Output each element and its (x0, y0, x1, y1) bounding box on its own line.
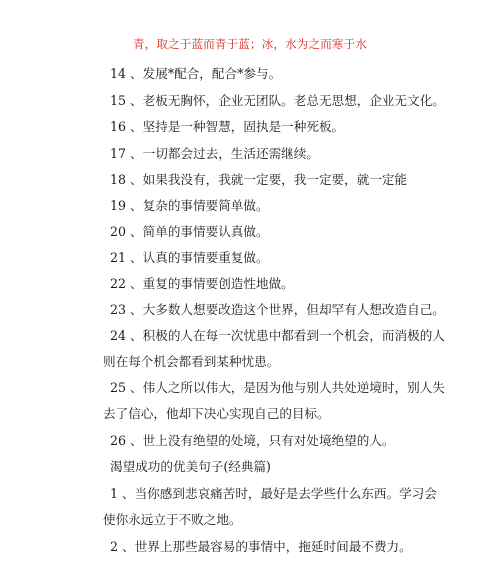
item-separator: 、 (130, 146, 143, 161)
list-item-14 (110, 66, 281, 82)
item-number: 1 (110, 486, 119, 501)
item-number: 18 (110, 172, 127, 187)
list-item-25 (110, 380, 445, 396)
item-separator: 、 (130, 198, 143, 213)
item-separator: 、 (130, 250, 143, 265)
item-text: 重复的事情要创造性地做。 (142, 276, 294, 291)
item-text: 发展*配合，配合*参与。 (142, 66, 282, 81)
item-number: 22 (110, 276, 127, 291)
list-item-26 (110, 433, 395, 449)
item-text: 坚持是一种智慧，固执是一种死板。 (142, 119, 345, 134)
item-text: 伟人之所以伟大，是因为他与别人共处逆境时，别人失 (142, 380, 445, 395)
item-text: 简单的事情要认真做。 (142, 224, 269, 239)
item-number: 21 (110, 250, 127, 265)
item-separator: 、 (130, 66, 143, 81)
item-number: 26 (110, 433, 127, 448)
section-item-1-continuation: 使你永远立于不败之地。 (103, 512, 242, 527)
item-text: 世界上那些最容易的事情中，拖延时间最不费力。 (134, 539, 412, 554)
item-text: 老板无胸怀，企业无团队。老总无思想，企业无文化。 (142, 93, 445, 108)
item-separator: 、 (130, 328, 143, 343)
item-separator: 、 (130, 119, 143, 134)
item-text: 世上没有绝望的处境，只有对处境绝望的人。 (142, 433, 395, 448)
item-separator: 、 (130, 172, 143, 187)
item-text: 复杂的事情要简单做。 (142, 198, 269, 213)
page-header: 青，取之于蓝而青于蓝；冰，水为之而寒于水 (133, 37, 367, 51)
list-item-15 (110, 93, 445, 109)
item-number: 19 (110, 198, 127, 213)
item-number: 25 (110, 380, 127, 395)
item-number: 23 (110, 302, 127, 317)
item-separator: 、 (122, 486, 135, 501)
item-separator: 、 (130, 93, 143, 108)
list-item-24 (110, 328, 445, 344)
list-item-19 (110, 198, 269, 214)
list-item-24-continuation: 则在每个机会都看到某种忧患。 (103, 354, 280, 369)
item-number: 15 (110, 93, 127, 108)
list-item-23 (110, 302, 445, 318)
item-text: 一切都会过去，生活还需继续。 (142, 146, 319, 161)
item-number: 20 (110, 224, 127, 239)
item-separator: 、 (130, 224, 143, 239)
section-item-2 (110, 539, 412, 555)
list-item-16 (110, 119, 344, 135)
item-number: 24 (110, 328, 127, 343)
item-text: 如果我没有，我就一定要，我一定要，就一定能 (142, 172, 408, 187)
item-separator: 、 (122, 539, 135, 554)
item-text: 当你感到悲哀痛苦时，最好是去学些什么东西。学习会 (134, 486, 437, 501)
item-separator: 、 (130, 433, 143, 448)
list-item-17 (110, 146, 319, 162)
list-item-22 (110, 276, 294, 292)
list-item-20 (110, 224, 269, 240)
item-number: 17 (110, 146, 127, 161)
item-text: 大多数人想要改造这个世界，但却罕有人想改造自己。 (142, 302, 445, 317)
item-separator: 、 (130, 276, 143, 291)
item-number: 16 (110, 119, 127, 134)
list-item-21 (110, 250, 269, 266)
list-item-25-continuation: 去了信心，他却下决心实现自己的目标。 (103, 406, 330, 421)
section-item-1 (110, 486, 437, 502)
list-item-18 (110, 172, 407, 188)
item-separator: 、 (130, 380, 143, 395)
item-number: 2 (110, 539, 119, 554)
section-title: 渴望成功的优美句子(经典篇) (110, 459, 271, 474)
item-text: 积极的人在每一次忧患中都看到一个机会，而消极的人 (142, 328, 445, 343)
item-text: 认真的事情要重复做。 (142, 250, 269, 265)
item-separator: 、 (130, 302, 143, 317)
item-number: 14 (110, 66, 127, 81)
